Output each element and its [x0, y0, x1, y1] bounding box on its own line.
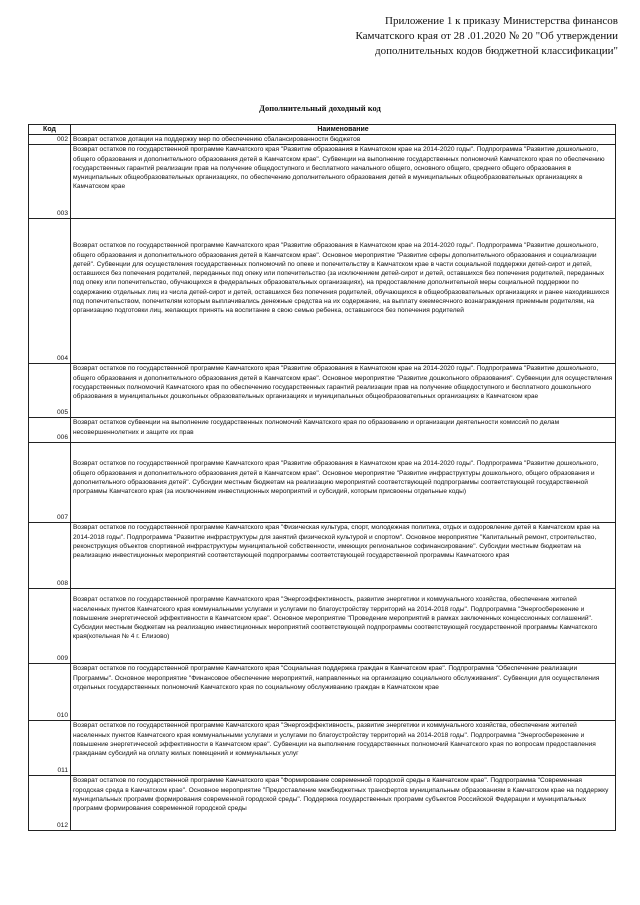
row-text: Возврат остатков субвенции на выполнение государственных полномочий Камчатского края по образованию и организации деятельности комиссий по делам несовершеннолетних и защите их прав: [71, 418, 616, 443]
header-line-1: Приложение 1 к приказу Министерства финансов: [385, 15, 618, 27]
row-code: 008: [29, 523, 71, 589]
row-text: Возврат остатков дотации на поддержку мер по обеспечению сбалансированности бюджетов: [71, 135, 616, 145]
row-code: 012: [29, 776, 71, 831]
row-text: Возврат остатков по государственной программе Камчатского края "Развитие образования в Камчатском крае на 2014-2020 годы". Подпрограмма "Развитие дошкольного, общего образования и дополнительного образования детей в Камчатском крае". Основное мероприятие "Развитие сферы дополнительного образования и социализации детей". Субвенции для осуществления государственных полномочий по опеке и попечительству в Камчатском крае в части социальной поддержки детей-сирот и детей, оставшихся без попечения родителей, переданных под опеку или попечительство (за исключением детей-сирот и детей, оставшихся без попечения родителей, переданных под опеку или попечительство, обучающихся в федеральных образовательных организациях), на предоставление дополнительной меры социальной поддержки по содержанию отдельных лиц из числа детей-сирот и детей, оставшихся без попечения родителей, обучающихся в общеобразовательных организациях и ранее находившихся под попечительством, попечителям которым выплачивались денежные средства на их содержание, на выплату ежемесячного вознаграждения приемным родителям, на организацию подготовки лиц, желающих принять на воспитание в свою семью ребенка, оставшегося без попечения родителей: [71, 219, 616, 364]
row-code: 009: [29, 589, 71, 664]
table-row: [29, 418, 616, 443]
header-line-3: дополнительных кодов бюджетной классификации": [375, 45, 618, 57]
row-code: 004: [29, 219, 71, 364]
table-row: [29, 776, 616, 831]
row-text: Возврат остатков по государственной программе Камчатского края "Энергоэффективность, развитие энергетики и коммунального хозяйства, обеспечение жителей населенных пунктов Камчатского края коммунальными услугами и услугами по благоустройству территорий на 2014-2018 годы". Подпрограмма "Энергосбережение и повышение энергетической эффективности в Камчатском крае". Основное мероприятие "Проведение мероприятий в рамках заключенных концессионных соглашений". Субсидии местным бюджетам на реализацию инвестиционных мероприятий соответствующей подпрограммы соответствующей государственной программы Камчатского края(котельная № 4 г. Елизово): [71, 589, 616, 664]
row-text: Возврат остатков по государственной программе Камчатского края "Развитие образования в Камчатском крае на 2014-2020 годы". Подпрограмма "Развитие дошкольного, общего образования и дополнительного образования детей в Камчатском крае". Субвенции на выполнение государственных полномочий Камчатского края по обеспечению государственных гарантий реализации прав на получение общедоступного и бесплатного начального общего, основного общего, среднего общего образования в муниципальных общеобразовательных организациях, по обеспечению дополнительного образования детей в муниципальных общеобразовательных организациях в Камчатском крае: [71, 145, 616, 219]
table-row: [29, 721, 616, 776]
table-row: [29, 443, 616, 523]
table-row: [29, 523, 616, 589]
header-line-2: Камчатского края от 28 .01.2020 № 20 "Об утверждении: [355, 30, 618, 42]
table-row: [29, 145, 616, 219]
row-code: 007: [29, 443, 71, 523]
table-row: [29, 219, 616, 364]
row-text: Возврат остатков по государственной программе Камчатского края "Развитие образования в Камчатском крае на 2014-2020 годы". Подпрограмма "Развитие дошкольного, общего образования и дополнительного образования детей в Камчатском крае". Основное мероприятие "Развитие дошкольного образования". Субвенции для осуществления государственных полномочий Камчатского края по обеспечению государственных гарантий реализации прав на получение общедоступного и бесплатного дошкольного образования в муниципальных дошкольных образовательных организациях и муниципальных общеобразовательных организациях в Камчатском крае: [71, 364, 616, 418]
table-row: [29, 135, 616, 145]
document-header: [300, 14, 618, 59]
row-text: Возврат остатков по государственной программе Камчатского края "Социальная поддержка граждан в Камчатском крае". Подпрограмма "Обеспечение реализации Программы". Основное мероприятие "Финансовое обеспечение мероприятий, направленных на организацию социального обслуживания". Субвенции для осуществления отдельных государственных полномочий Камчатского края по социальному обслуживанию граждан в Камчатском крае: [71, 664, 616, 721]
codes-table: [28, 124, 616, 831]
column-header-code: Код: [29, 125, 71, 135]
row-text: Возврат остатков по государственной программе Камчатского края "Развитие образования в Камчатском крае на 2014-2020 годы". Подпрограмма "Развитие дошкольного, общего образования и дополнительного образования детей в Камчатском крае". Основное мероприятие "Развитие инфраструктуры дошкольного, общего образования и дополнительного образования детей". Субсидии местным бюджетам на реализацию мероприятий соответствующей подпрограммы соответствующей государственной программы Камчатского края (за исключением инвестиционных мероприятий и субсидий, которым присвоены отдельные коды): [71, 443, 616, 523]
row-code: 002: [29, 135, 71, 145]
column-header-name: Наименование: [71, 125, 616, 135]
row-text: Возврат остатков по государственной программе Камчатского края "Энергоэффективность, развитие энергетики и коммунального хозяйства, обеспечение жителей населенных пунктов Камчатского края коммунальными услугами и услугами по благоустройству территорий на 2014-2018 годы". Подпрограмма "Энергосбережение и повышение энергетической эффективности в Камчатском крае". Субвенции на выполнение государственных полномочий Камчатского края по вопросам предоставления гражданам субсидий на оплату жилых помещений и коммунальных услуг: [71, 721, 616, 776]
table-header-row: [29, 125, 616, 135]
table-row: [29, 589, 616, 664]
row-text: Возврат остатков по государственной программе Камчатского края "Формирование современной городской среды в Камчатском крае". Подпрограмма "Современная городская среда в Камчатском крае". Основное мероприятие "Предоставление межбюджетных трансфертов муниципальным образованиям в Камчатском крае на поддержку муниципальных программ формирования современной городской среды". Поддержка государственных программ субъектов Российской Федерации и муниципальных программ формирования современной городской среды: [71, 776, 616, 831]
table-row: [29, 664, 616, 721]
row-text: Возврат остатков по государственной программе Камчатского края "Физическая культура, спорт, молодежная политика, отдых и оздоровление детей в Камчатском крае на 2014-2018 годы". Подпрограмма "Развитие инфраструктуры для занятий физической культурой и спортом". Основное мероприятие "Капитальный ремонт, строительство, реконструкция объектов спортивной инфраструктуры муниципальной собственности, имеющих региональное софинансирование". Субсидии местным бюджетам на реализацию инвестиционных мероприятий соответствующей подпрограммы соответствующей государственной программы Камчатского края: [71, 523, 616, 589]
row-code: 003: [29, 145, 71, 219]
document-title: Дополнительный доходный код: [259, 103, 381, 113]
row-code: 006: [29, 418, 71, 443]
row-code: 005: [29, 364, 71, 418]
table-row: [29, 364, 616, 418]
row-code: 010: [29, 664, 71, 721]
row-code: 011: [29, 721, 71, 776]
